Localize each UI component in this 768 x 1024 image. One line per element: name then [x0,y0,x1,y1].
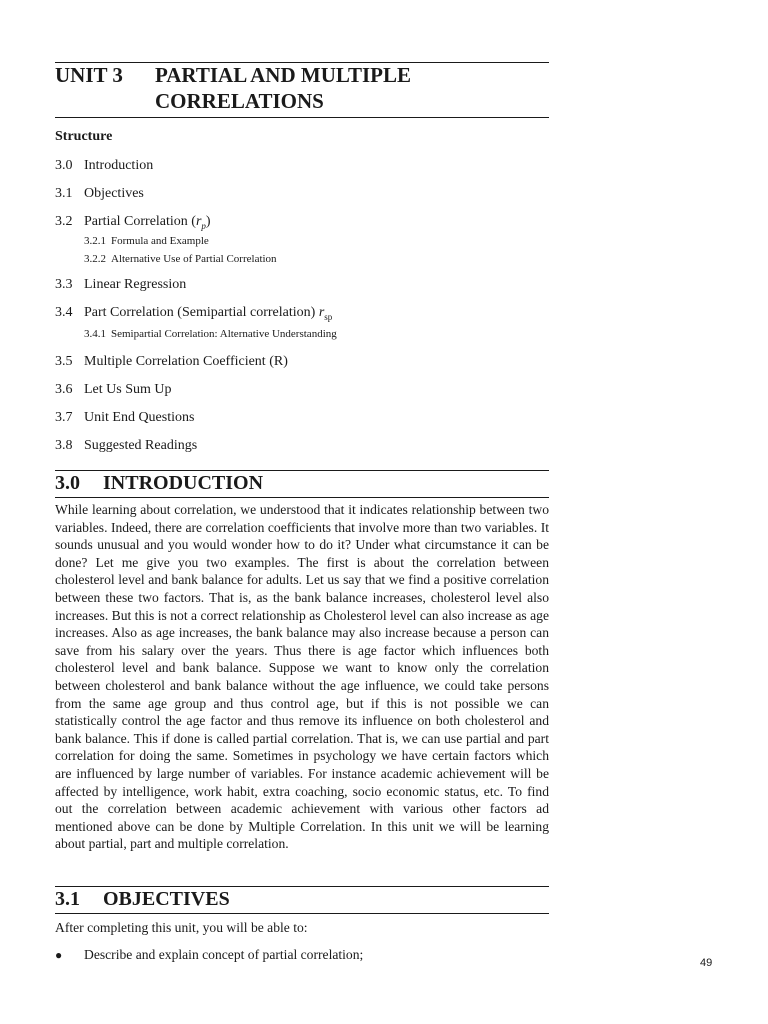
toc-subitem: 3.4.1 Semipartial Correlation: Alternative Understanding [84,328,337,340]
unit-title-line1: PARTIAL AND MULTIPLE [155,63,411,87]
toc-item: 3.2 Partial Correlation $(r_p)$ [55,214,211,231]
toc-item: 3.5 Multiple Correlation Coefficient (R) [55,354,288,369]
structure-label: Structure [55,129,113,144]
toc-subitem: 3.2.2 Alternative Use of Partial Correlation [84,253,277,265]
toc-item: 3.7 Unit End Questions [55,410,195,425]
unit-title-rule [55,117,549,118]
bullet-icon: ● [55,948,63,962]
page-number: 49 [700,957,713,969]
unit-number: UNIT 3 [55,63,123,87]
toc-item: 3.0 Introduction [55,158,154,173]
objective-bullet: ● Describe and explain concept of partial correlation; [55,947,364,962]
unit-title-line2: CORRELATIONS [155,89,324,113]
toc-item: 3.6 Let Us Sum Up [55,382,172,397]
r-symbol: r [195,214,202,229]
r-symbol: r [318,305,325,320]
toc-subitem: 3.2.1 Formula and Example [84,235,209,247]
unit-title [155,62,545,114]
introduction-paragraph: While learning about correlation, we understood that it indicates relationship between two variables. Indeed, there are correlation coefficients that involve more than two variables. It sounds unusual and you would wonder how to do it? Under what circumstance it can be done? Let me give you two examples. The first is about the correlation between cholesterol level and bank balance for adults. Let us say that we find a positive correlation between these two factors. That is, as the bank balance increases, cholesterol level also increases. But this is not a correct relationship as Cholesterol level can also increase as age increases. Also as age increases, the bank balance may also increase because a person can save from his salary over the years. Thus there is age factor which influences both cholesterol level and bank balance. Suppose we want to know only the correlation between cholesterol and bank balance without the age influence, we could take persons from the same age group and thus control age, but if this is not possible we can statistically control the age factor and thus remove its influence on both cholesterol and bank balance. This if done is called partial correlation. That is, we can use partial and part correlation for doing the same. Sometimes in psychology we have certain factors which are influenced by large number of variables. For instance academic achievement will be affected by intelligence, work habit, extra coaching, socio economic status, etc. To find out the correlation between academic achievement with various other factors ad mentioned above can be done by Multiple Correlation. In this unit we will be learning about partial, part and multiple correlation. [55,502,549,852]
section-rule [55,913,549,914]
section-rule [55,497,549,498]
toc-item: 3.1 Objectives [55,186,144,201]
toc-item: 3.3 Linear Regression [55,277,187,292]
section-heading-introduction: 3.0 INTRODUCTION [55,472,264,494]
objectives-lead: After completing this unit, you will be able to: [55,920,308,935]
toc-item: 3.4 Part Correlation (Semipartial correlation) $r_{sp}$ [55,305,333,322]
section-heading-objectives: 3.1 OBJECTIVES [55,888,230,910]
toc-item: 3.8 Suggested Readings [55,438,198,453]
